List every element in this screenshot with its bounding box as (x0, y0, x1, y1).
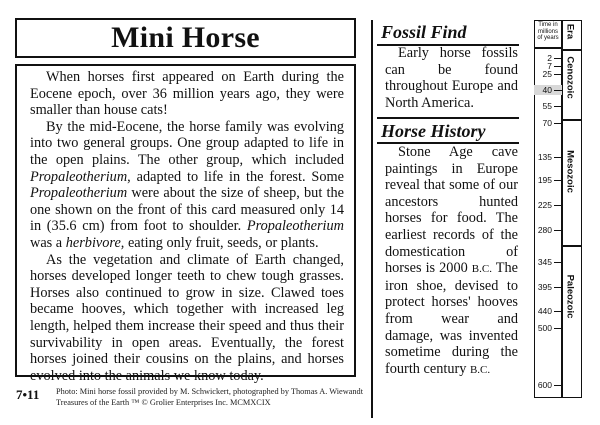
horse-history-rule-top (377, 117, 519, 119)
tick-label: 25 (542, 69, 552, 79)
timeline-header-divider (534, 47, 562, 49)
era-cenozoic: Cenozoic (564, 56, 576, 99)
horse-history-text-rest: The iron shoe, devised to protect horses' hooves from wear and damage, was invented sometime during the fourth century (385, 260, 518, 377)
timeline-tick (534, 118, 562, 128)
text-run: As the vegetation and climate of Earth changed, horses developed longer teeth to chew tough grasses. Horses also continued to grow in size. Clawed toes became hooves, which together with increased leg length, helped them increase their speed and thus their survivability in open areas. Eventually, the forest horses joined their cousins on the plains, and horses evolved into the animals we know today. (30, 251, 344, 384)
card-number: 7•11 (16, 387, 40, 402)
text-run: was a (30, 234, 66, 251)
tick-label: 280 (537, 225, 552, 235)
timeline-tick (534, 306, 562, 316)
timeline-tick (534, 282, 562, 292)
timeline-tick (534, 200, 562, 210)
text-run: When horses first appeared on Earth during the Eocene epoch, over 36 million years ago, they were smaller than house cats! (30, 69, 344, 119)
main-paragraph (30, 69, 344, 119)
timeline-header: Time in millions of years (537, 22, 559, 42)
tick-label: 40 (542, 85, 552, 95)
era-mesozoic: Mesozoic (564, 150, 576, 193)
credit-line-copyright: Treasures of the Earth ™ © Grolier Enterprises Inc. MCMXCIX (56, 398, 271, 407)
card-title: Mini Horse (111, 21, 260, 54)
tick-label: 440 (537, 306, 552, 316)
horse-history-heading: Horse History (381, 121, 486, 141)
tick-mark (554, 106, 562, 107)
main-paragraph (30, 252, 344, 385)
main-paragraphs (30, 69, 344, 384)
photo-credit (56, 386, 363, 408)
era-divider-mesozoic-paleozoic (561, 245, 582, 247)
timeline-tick (534, 152, 562, 162)
timeline-tick (534, 101, 562, 111)
tick-mark (554, 123, 562, 124)
italic-term: Propaleotherium (30, 185, 128, 202)
timeline-tick (534, 323, 562, 333)
tick-label: 195 (537, 175, 552, 185)
fossil-find-heading: Fossil Find (381, 22, 467, 42)
era-header: Era (564, 23, 576, 40)
geologic-timeline (534, 20, 582, 398)
tick-mark (554, 385, 562, 386)
tick-mark (554, 74, 562, 75)
tick-label: 55 (542, 101, 552, 111)
text-run: were about the size of sheep, but the one shown on the front of this card measured only 14 in (35.6 cm) from foot to shoulder. (30, 185, 344, 235)
fossil-find-text: Early horse fossils can be found throughout Europe and North America. (385, 45, 518, 111)
bc-label-1: B.C. (471, 263, 492, 276)
title-box (15, 18, 356, 58)
main-paragraph (30, 119, 344, 252)
text-run: By the mid-Eocene, the horse family was evolving into two general groups. One group adapted to life in the open plains. The other group, which included (30, 118, 344, 168)
italic-term: Propaleotherium (246, 218, 344, 235)
tick-mark (554, 262, 562, 263)
italic-term: Propaleotherium (30, 168, 128, 185)
tick-label: 135 (537, 152, 552, 162)
tick-label: 500 (537, 323, 552, 333)
timeline-tick (534, 257, 562, 267)
tick-mark (554, 180, 562, 181)
tick-mark (554, 230, 562, 231)
timeline-tick (534, 85, 562, 95)
era-divider-cenozoic-mesozoic (561, 119, 582, 121)
timeline-tick (534, 225, 562, 235)
tick-mark (554, 58, 562, 59)
timeline-tick (534, 175, 562, 185)
tick-mark (554, 287, 562, 288)
tick-mark (554, 311, 562, 312)
tick-mark (554, 157, 562, 158)
tick-label: 70 (542, 118, 552, 128)
tick-label: 225 (537, 200, 552, 210)
horse-history-text (385, 144, 518, 378)
timeline-tick (534, 380, 562, 390)
tick-label: 7 (547, 61, 552, 71)
text-run: , adapted to life in the forest. Some (127, 168, 344, 185)
italic-term: herbivore, (65, 234, 125, 251)
timeline-tick (534, 69, 562, 79)
tick-mark (554, 328, 562, 329)
tick-label: 600 (537, 380, 552, 390)
tick-mark (554, 66, 562, 67)
bc-label-2: B.C. (469, 363, 491, 376)
column-divider (371, 20, 373, 418)
credit-line-photo: Photo: Mini horse fossil provided by M. Schwickert, photographed by Thomas A. Wiewandt (56, 387, 364, 396)
text-run: eating only fruit, seeds, or plants. (124, 234, 319, 251)
main-text-box (15, 64, 356, 384)
tick-label: 2 (547, 53, 552, 63)
tick-mark (554, 205, 562, 206)
horse-history-text-main: Stone Age cave paintings in Europe reveal that some of our ancestors hunted horses for food. The earliest records of the domestication of horses is 2000 (385, 144, 518, 277)
tick-label: 345 (537, 257, 552, 267)
tick-label: 395 (537, 282, 552, 292)
era-paleozoic: Paleozoic (564, 274, 576, 319)
tick-mark (554, 90, 562, 91)
